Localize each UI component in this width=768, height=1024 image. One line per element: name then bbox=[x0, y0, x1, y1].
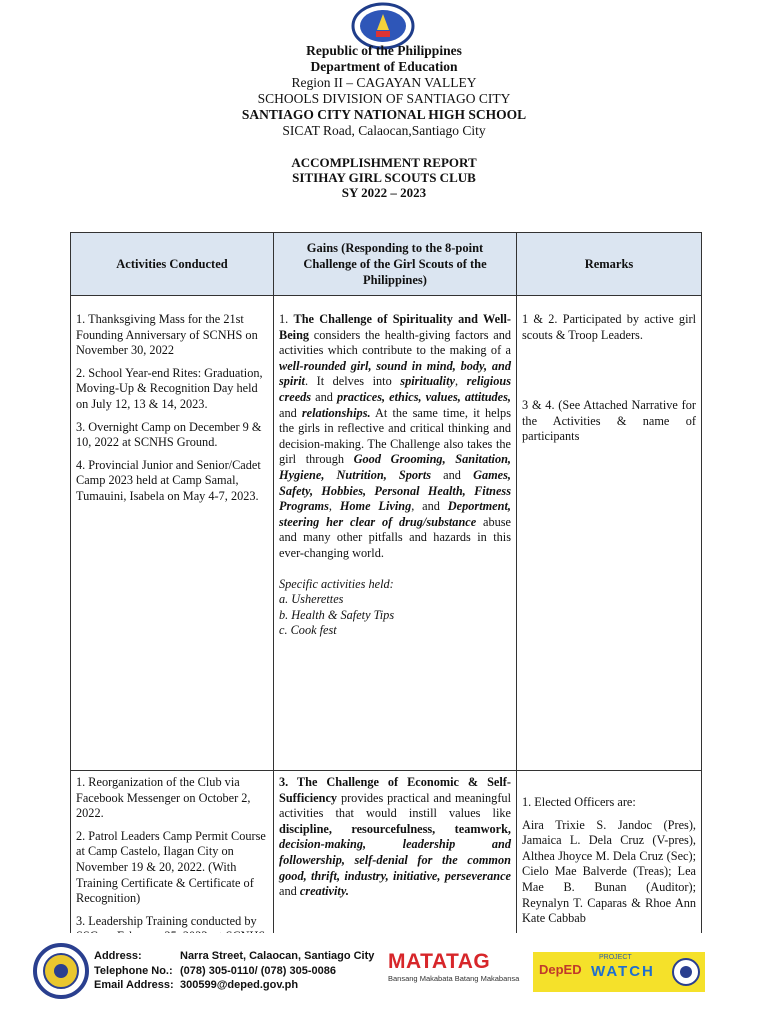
gains-text: 3. The Challenge of Economic & Self-Sufficiency provides practical and meaningful activities that would instill values like discipline, resourcefulness, teamwork, decision-making, leadership and followership, self-denial for the common good, thrift, industry, initiative, perseverance and creativity. bbox=[279, 775, 511, 899]
footer-phone bbox=[94, 965, 336, 977]
remarks-cell bbox=[517, 296, 702, 771]
badge-icon bbox=[671, 956, 701, 988]
activity-item: 3. Overnight Camp on December 9 & 10, 2022 at SCNHS Ground. bbox=[76, 419, 262, 450]
activity-item: 1. Reorganization of the Club via Facebook Messenger on October 2, 2022. bbox=[76, 775, 251, 821]
activity-item: 1. Thanksgiving Mass for the 21st Founding Anniversary of SCNHS on November 30, 2022 bbox=[76, 312, 258, 358]
remarks-officers: Aira Trixie S. Jandoc (Pres), Jamaica L. Dela Cruz (V-pres), Althea Jhoyce M. Dela Cruz (Sec); Cielo Mae Balverde (Treas); Lea Mae B. Bunan (Auditor); Reynalyn T. Caparas & Rhoe Ann Kate Cabbab bbox=[522, 817, 696, 926]
gains-text: 1. The Challenge of Spirituality and Well-Being considers the health-giving factors and activities which contribute to the making of a well-rounded girl, sound in mind, body, and spirit. It delves into spirituality, religious creeds and practices, ethics, values, attitudes, and relationships. At the same time, it helps the girls in reflective and critical thinking and decision-making. The Challenge also takes the girl through Good Grooming, Sanitation, Hygiene, Nutrition, Sports and Games, Safety, Hobbies, Personal Health, Fitness Programs, Home Living, and Deportment, steering her clear of drug/substance abuse and many other pitfalls and hazards in this ever-changing world. bbox=[279, 312, 512, 560]
gains-cell bbox=[274, 296, 517, 771]
project-watch-banner bbox=[533, 952, 705, 992]
report-title-line3: SY 2022 – 2023 bbox=[341, 185, 427, 200]
specific-activities-label: Specific activities held: bbox=[279, 576, 394, 591]
header-school: SANTIAGO CITY NATIONAL HIGH SCHOOL bbox=[241, 107, 527, 122]
deped-mark: DepED bbox=[539, 962, 582, 977]
report-title bbox=[0, 155, 768, 200]
footer-address-label: Address: bbox=[94, 950, 142, 962]
project-label: PROJECT bbox=[599, 954, 632, 961]
header-region: Region II – CAGAYAN VALLEY bbox=[291, 75, 477, 90]
footer-email bbox=[94, 979, 298, 991]
activity-item: 3. Leadership Training conducted by bbox=[76, 913, 257, 928]
header-republic: Republic of the Philippines bbox=[306, 43, 462, 58]
specific-activity: c. Cook fest bbox=[279, 623, 337, 638]
footer-phone-label: Telephone No.: bbox=[94, 965, 173, 977]
footer-email-label: Email Address: bbox=[94, 979, 174, 991]
remarks-text: 1 & 2. Participated by active girl scouts & Troop Leaders. bbox=[522, 312, 696, 342]
letterhead bbox=[0, 43, 768, 139]
activities-cell bbox=[71, 296, 274, 771]
table-row bbox=[71, 296, 702, 771]
remarks-label: 1. Elected Officers are: bbox=[522, 795, 636, 809]
specific-activity: b. Health & Safety Tips bbox=[279, 607, 395, 622]
activity-item: 4. Provincial Junior and Senior/Cadet Camp 2023 held at Camp Samal, Tumauini, Isabela on May 4-7, 2023. bbox=[76, 457, 261, 503]
school-seal-logo bbox=[33, 943, 89, 999]
specific-activity: a. Usherettes bbox=[279, 592, 344, 607]
matatag-wordmark: MATATAG bbox=[388, 950, 491, 973]
footer-email-value: 300599@deped.gov.ph bbox=[180, 979, 299, 991]
watch-wordmark: WATCH bbox=[591, 963, 655, 980]
accomplishment-table bbox=[70, 232, 702, 973]
header-division: SCHOOLS DIVISION OF SANTIAGO CITY bbox=[257, 91, 511, 106]
header-department: Department of Education bbox=[310, 59, 458, 74]
activity-item: 2. Patrol Leaders Camp Permit Course at Camp Castelo, Ilagan City on November 19 & 20, 2022. (With Training Certificate & Certificate of Recognition) bbox=[76, 828, 266, 906]
footer-address-value: Narra Street, Calaocan, Santiago City bbox=[180, 950, 375, 962]
activity-item: 2. School Year-end Rites: Graduation, Moving-Up & Recognition Day held on July 12, 13 & 14, 2023. bbox=[76, 365, 263, 411]
table-header-row bbox=[71, 233, 702, 296]
matatag-logo bbox=[388, 950, 523, 990]
header-remarks: Remarks bbox=[517, 233, 702, 296]
footer-phone-value: (078) 305-0110/ (078) 305-0086 bbox=[180, 965, 336, 977]
header-address: SICAT Road, Calaocan,Santiago City bbox=[282, 123, 486, 138]
header-activities: Activities Conducted bbox=[71, 233, 274, 296]
footer-address bbox=[94, 950, 374, 962]
matatag-tagline: Bansang Makabata Batang Makabansa bbox=[388, 974, 520, 983]
remarks-text: 3 & 4. (See Attached Narrative for the Activities & name of participants bbox=[522, 398, 696, 444]
header-gains: Gains (Responding to the 8-point Challenge of the Girl Scouts of the Philippines) bbox=[274, 233, 517, 296]
report-title-line2: SITIHAY GIRL SCOUTS CLUB bbox=[292, 170, 476, 185]
report-title-line1: ACCOMPLISHMENT REPORT bbox=[291, 155, 477, 170]
